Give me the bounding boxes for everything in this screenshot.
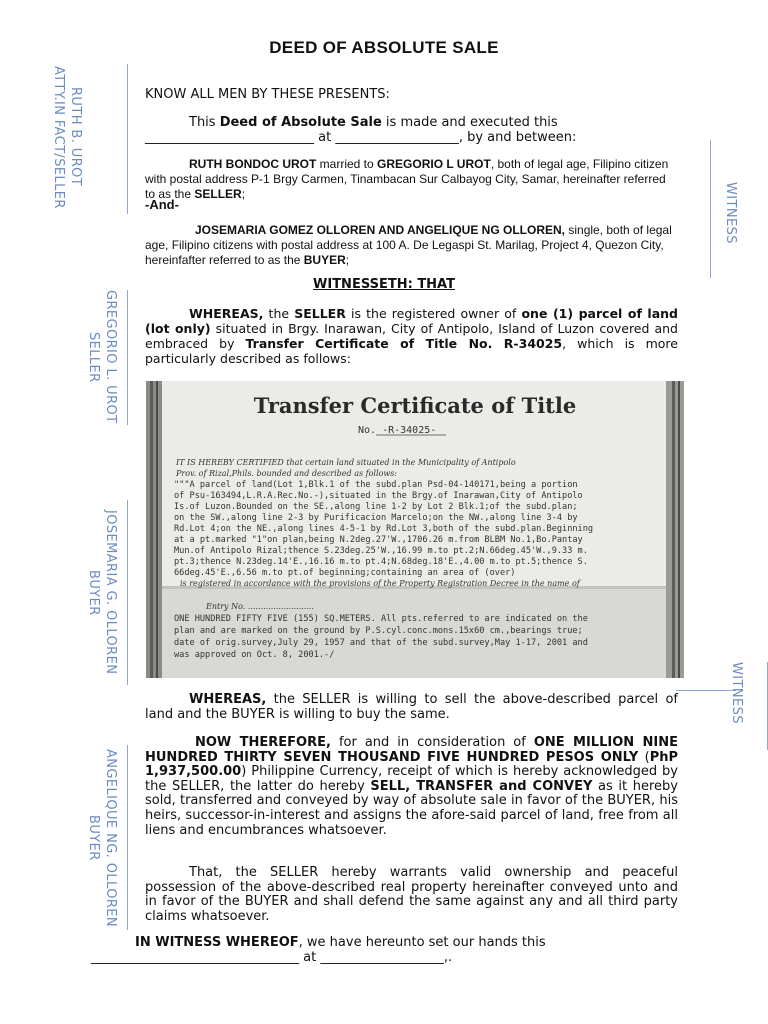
buyer-paragraph: JOSEMARIA GOMEZ OLLOREN AND ANGELIQUE NG OLLOREN, single, both of legal age, Filipino citizens with postal address at 100 A. De Legaspi St. Marilag, Project 4, Quezon City, hereinfafter referred to as the BUYER; — [145, 223, 672, 267]
date-place-blank: __________________________ at ___________________, by and between: — [145, 130, 577, 145]
signature-block-ruth — [50, 52, 84, 222]
certificate-line: on the SW.,along line 2-3 by Purificacion Marcelo;on the NW.,along line 3-4 by — [174, 513, 578, 523]
witness-signature-1: WITNESS — [723, 182, 738, 244]
certificate-line: is registered in accordance with the provisions of the Property Registration Decree in the name of — [180, 579, 580, 588]
whereas-willing-paragraph: WHEREAS, the SELLER is willing to sell the above-described parcel of land and the BUYER is willing to buy the same. — [145, 692, 678, 722]
seller-paragraph: RUTH BONDOC UROT married to GREGORIO L UROT, both of legal age, Filipino citizen with postal address P-1 Brgy Carmen, Tinambacan Sur Calbayog City, Samar, hereinafter referred to as the SELLER; — [145, 157, 669, 201]
signature-block-gregorio: GREGORIO L. UROT SELLER — [86, 290, 118, 424]
certificate-line: date of orig.survey,July 29, 1957 and that of the subd.survey,May 1-17, 2001 and — [174, 638, 588, 648]
intro-line: KNOW ALL MEN BY THESE PRESENTS: — [145, 87, 390, 102]
signatory-role: ATTY.IN FACT/SELLER — [51, 65, 66, 209]
certificate-line: of Psu-163494,L.R.A.Rec.No.-),situated in the Brgy.of Inarawan,City of Antipolo — [174, 491, 583, 501]
and-separator: -And- — [145, 197, 179, 212]
price-amount: PhP 1,937,500.00 — [145, 749, 678, 780]
certificate-line: IT IS HEREBY CERTIFIED that certain land situated in the Municipality of Antipolo — [176, 458, 516, 467]
now-therefore-paragraph: NOW THEREFORE, for and in consideration of ONE MILLION NINE HUNDRED THIRTY SEVEN THOUSAND FIVE HUNDRED PESOS ONLY (PhP 1,937,500.00) Philippine Currency, receipt of which is hereby acknowledged by the SELLER, the latter do hereby SELL, TRANSFER and CONVEY as it hereby sold, transferred and conveyed by way of absolute sale in favor of the BUYER, his heirs, successor-in-interest and assigns the afore-said parcel of land, free from all liens and encumbrances whatsoever. — [145, 735, 679, 838]
whereas-ownership-paragraph: WHEREAS, the SELLER is the registered owner of one (1) parcel of land (lot only) situated in Brgy. Inarawan, City of Antipolo, Island of Luzon covered and embraced by Transfer Certificate of Title No. R-34025, which is more particularly described as follows: — [145, 306, 678, 366]
certificate-line: 66deg.45'E.,6.56 m.to pt.of beginning;containing an area of (over) — [174, 568, 516, 578]
warranty-paragraph: That, the SELLER hereby warrants valid ownership and peaceful possession of the above-described real property hereinafter conveyed unto and in favor of the BUYER and shall defend the same against any and all third party claims whatsoever. — [145, 865, 678, 924]
certificate-line: Prov. of Rizal,Phils. bounded and described as follows: — [176, 469, 397, 478]
tct-number: Transfer Certificate of Title No. R-34025 — [245, 336, 563, 351]
signature-block-angelique: ANGELIQUE NG. OLLOREN BUYER — [86, 748, 118, 927]
certificate-line: was approved on Oct. 8, 2001.-/ — [174, 650, 335, 660]
certificate-title: Transfer Certificate of Title — [253, 393, 577, 418]
certificate-line: plan and are marked on the ground by P.S.cyl.conc.mons.15x60 cm.,bearings true; — [174, 626, 583, 636]
certificate-line: """A parcel of land(Lot 1,Blk.1 of the subd.plan Psd-04-140171,being a portion — [174, 480, 578, 490]
witness-signature-2: WITNESS — [729, 662, 744, 724]
document-title: DEED OF ABSOLUTE SALE — [269, 38, 499, 57]
certificate-line: Rd.Lot 4;on the NE.,along lines 4-5-1 by Rd.Lot 3,both of the subd.plan.Beginning — [174, 524, 594, 534]
transfer-certificate-scan — [146, 381, 684, 678]
certificate-line: Mun.of Antipolo Rizal;thence S.23deg.25'W.,16.99 m.to pt.2;N.66deg.45'W.,9.33 m. — [174, 546, 588, 556]
seller-spouse-name: GREGORIO L UROT — [377, 157, 491, 171]
price-words: ONE MILLION NINE HUNDRED THIRTY SEVEN THOUSAND FIVE HUNDRED PESOS ONLY — [145, 735, 679, 765]
certificate-line: at a pt.marked "1"on plan,being N.2deg.27'W.,1706.26 m.from BLBM No.1,Bo.Pantay — [174, 535, 583, 545]
witnesseth-heading: WITNESSETH: THAT — [313, 277, 455, 292]
certificate-number: No. -R-34025- — [358, 425, 437, 436]
signing-date-blank: ________________________________ at ___________________,. — [91, 950, 453, 965]
deed-term: Deed of Absolute Sale — [219, 115, 382, 130]
made-paragraph: This Deed of Absolute Sale is made and executed this __________________________ at ___________________, by and between: — [145, 115, 678, 145]
certificate-image — [146, 381, 684, 678]
signatory-name: RUTH B. UROT — [68, 87, 83, 187]
certificate-line: pt.3;thence N.23deg.14'E.,16.16 m.to pt.4;N.68deg.18'E.,4.00 m.to pt.5;thence S. — [174, 557, 588, 567]
certificate-line: ONE HUNDRED FIFTY FIVE (155) SQ.METERS. All pts.referred to are indicated on the — [174, 614, 588, 624]
buyer-names: JOSEMARIA GOMEZ OLLOREN AND ANGELIQUE NG OLLOREN, — [195, 223, 566, 237]
in-witness-whereof-paragraph: IN WITNESS WHEREOF, we have hereunto set our hands this ________________________________ at ___________________,. — [91, 935, 678, 965]
certificate-line: Entry No. .......................... — [206, 602, 314, 611]
seller-name: RUTH BONDOC UROT — [189, 157, 317, 171]
certificate-line: Is.of Luzon.Bounded on the SE.,along line 1-2 by Lot 2 Blk.1;of the subd.plan; — [174, 502, 578, 512]
signature-block-josemaria: JOSEMARIA G. OLLOREN BUYER — [86, 510, 118, 675]
